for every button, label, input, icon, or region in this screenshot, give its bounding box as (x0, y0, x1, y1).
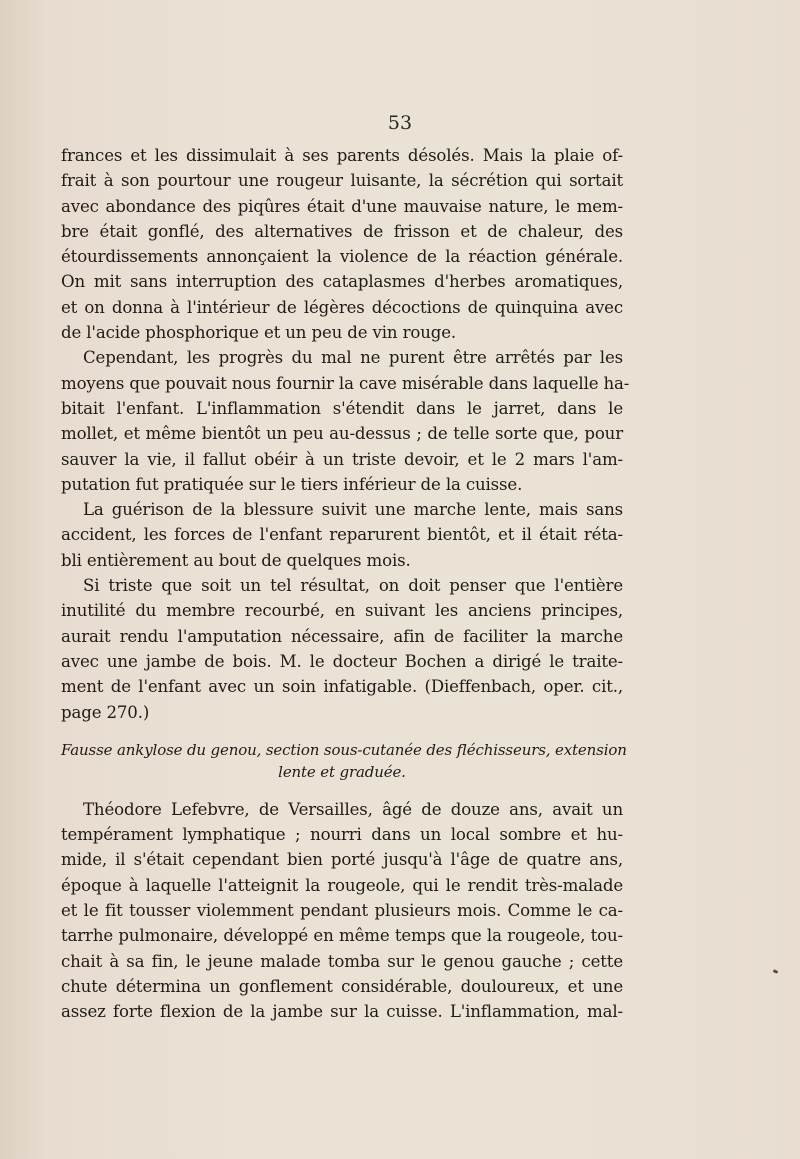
text-line: étourdissements annonçaient la violence de la réaction générale. (61, 247, 623, 267)
text-line: bre était gonflé, des alternatives de frisson et de chaleur, des (61, 221, 623, 241)
paragraph (61, 345, 630, 497)
text-line: chait à sa fin, le jeune malade tomba sur le genou gauche ; cette (61, 951, 623, 971)
text-line: avec abondance des piqûres était d'une mauvaise nature, le mem- (61, 196, 623, 216)
text-line: assez forte flexion de la jambe sur la cuisse. L'inflammation, mal- (61, 1002, 623, 1022)
text-line: On mit sans interruption des cataplasmes d'herbes aromatiques, (61, 272, 623, 292)
spacer (61, 783, 623, 797)
body-text (61, 143, 630, 1025)
page-number: 53 (387, 112, 413, 134)
text-line: bli entièrement au bout de quelques mois. (61, 550, 411, 570)
text-line: Si triste que soit un tel résultat, on doit penser que l'entière (83, 576, 623, 596)
text-line: tarrhe pulmonaire, développé en même temps que la rougeole, tou- (61, 926, 623, 946)
text-line: Cependant, les progrès du mal ne purent être arrêtés par les (83, 348, 623, 368)
text-line: bitait l'enfant. L'inflammation s'étendit dans le jarret, dans le (61, 398, 623, 418)
text-line: et on donna à l'intérieur de légères décoctions de quinquina avec (61, 297, 623, 317)
text-line: La guérison de la blessure suivit une marche lente, mais sans (83, 500, 623, 520)
text-line: chute détermina un gonflement considérable, douloureux, et une (61, 976, 623, 996)
text-line: moyens que pouvait nous fournir la cave misérable dans laquelle ha- (61, 373, 630, 393)
ink-mark (773, 969, 779, 974)
text-line: inutilité du membre recourbé, en suivant les anciens principes, (61, 601, 623, 621)
text-line: sauver la vie, il fallut obéir à un triste devoir, et le 2 mars l'am- (61, 449, 623, 469)
text-line: Théodore Lefebvre, de Versailles, âgé de douze ans, avait un (83, 799, 623, 819)
spacer (61, 725, 623, 739)
text-line: mollet, et même bientôt un peu au-dessus ; de telle sorte que, pour (61, 424, 623, 444)
text-line: page 270.) (61, 702, 150, 722)
text-line: époque à laquelle l'atteignit la rougeole, qui le rendit très-malade (61, 875, 623, 895)
text-line: frances et les dissimulait à ses parents désolés. Mais la plaie of- (61, 146, 623, 165)
paragraph (61, 497, 623, 573)
text-line: frait à son pourtour une rougeur luisante, la sécrétion qui sortait (61, 171, 623, 191)
heading-line: lente et graduée. (278, 762, 406, 781)
paragraph (61, 573, 623, 725)
text-line: putation fut pratiquée sur le tiers inférieur de la cuisse. (61, 474, 523, 494)
text-line: avec une jambe de bois. M. le docteur Bochen a dirigé le traite- (61, 651, 623, 671)
text-line: mide, il s'était cependant bien porté jusqu'à l'âge de quatre ans, (61, 850, 623, 870)
heading-line: Fausse ankylose du genou, section sous-cutanée des fléchisseurs, extension (61, 740, 627, 759)
paragraph (61, 797, 623, 1025)
text-line: aurait rendu l'amputation nécessaire, afin de faciliter la marche (61, 626, 623, 646)
text-line: tempérament lymphatique ; nourri dans un local sombre et hu- (61, 825, 623, 845)
text-line: ment de l'enfant avec un soin infatigable. (Dieffenbach, oper. cit., (61, 677, 623, 697)
section-heading (61, 739, 627, 783)
paragraph (61, 143, 623, 345)
text-line: et le fit tousser violemment pendant plusieurs mois. Comme le ca- (61, 901, 623, 921)
text-line: accident, les forces de l'enfant reparurent bientôt, et il était réta- (61, 525, 623, 545)
text-line: de l'acide phosphorique et un peu de vin rouge. (61, 323, 457, 343)
